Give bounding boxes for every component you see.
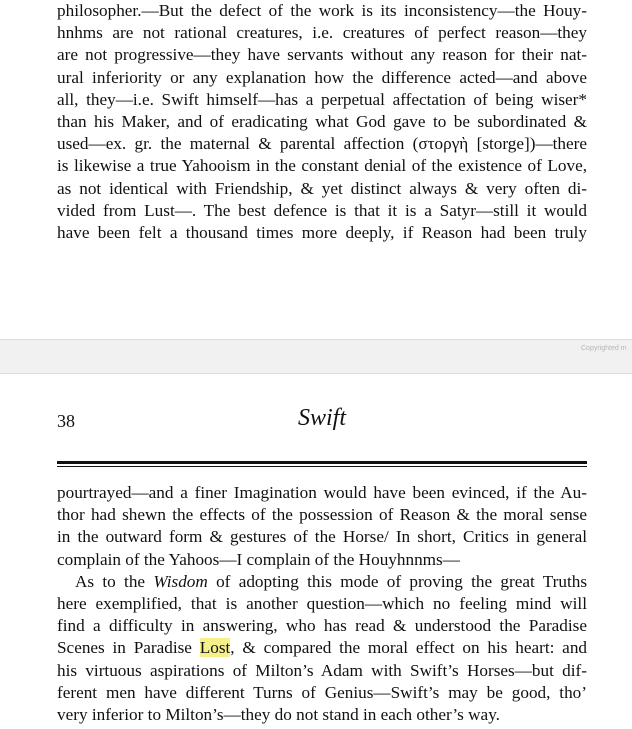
text-run: of adopting this mode of proving the great Truths xyxy=(207,571,587,591)
text-line: used—ex. gr. the maternal & parental affection (στοργὴ [storge])—there xyxy=(57,134,587,154)
text-line: than his Maker, and of eradicating what God gave to be subordinated & xyxy=(57,111,587,131)
text-line: hnhms are not rational creatures, i.e. creatures of perfect reason—they xyxy=(57,23,587,43)
text-run: As to the xyxy=(75,571,154,591)
copyright-notice: Copyrighted m xyxy=(581,345,627,352)
text-line: his virtuous aspirations of Milton’s Adam with Swift’s Horses—but dif- xyxy=(57,660,587,680)
text-line: thor had shewn the effects of the possession of Reason & the moral sense xyxy=(57,505,587,525)
lower-page xyxy=(0,374,632,729)
paragraph-first-line xyxy=(57,571,587,593)
text-line: ural inferiority or any explanation how the difference acted—and above xyxy=(57,67,587,87)
text-line: in the outward form & gestures of the Horse/ In short, Critics in general xyxy=(57,527,587,547)
text-line-highlighted xyxy=(57,637,587,659)
text-line: vided from Lust—. The best defence is that it is a Satyr—still it would xyxy=(57,200,587,220)
text-line: all, they—i.e. Swift himself—has a perpetual affectation of being wiser* xyxy=(57,89,587,109)
page-separator xyxy=(0,339,632,374)
text-line: as not identical with Friendship, & yet distinct always & very often di- xyxy=(57,178,587,198)
upper-page xyxy=(0,0,632,339)
text-line: have been felt a thousand times more deeply, if Reason had been truly xyxy=(57,222,587,242)
lower-page-text xyxy=(57,482,587,726)
text-run: , & compared the moral effect on his heart: and xyxy=(230,638,587,658)
text-run: Scenes in Paradise xyxy=(57,638,200,658)
text-line: pourtrayed—and a finer Imagination would have been evinced, if the Au- xyxy=(57,483,587,502)
text-line: find a difficulty in answering, who has read & understood the Paradise xyxy=(57,616,587,636)
upper-page-text xyxy=(57,0,587,244)
running-title: Swift xyxy=(297,405,346,431)
text-line: complain of the Yahoos—I complain of the Houyhnnms— xyxy=(57,549,460,569)
text-line: philosopher.—But the defect of the work is its inconsistency—the Houy- xyxy=(57,1,587,20)
text-line: ferent men have different Turns of Genius—Swift’s may be good, tho’ xyxy=(57,682,587,702)
header-rule-thick xyxy=(57,461,587,464)
italic-word: Wisdom xyxy=(153,571,208,591)
text-line: here exemplified, that is another question—which no feeling mind will xyxy=(57,593,587,613)
page-header xyxy=(57,405,587,438)
highlighted-word[interactable]: Lost xyxy=(199,638,231,658)
header-rule-thin xyxy=(57,466,587,467)
text-line: very inferior to Milton’s—they do not stand in each other’s way. xyxy=(57,704,500,724)
text-line: is likewise a true Yahooism in the constant denial of the existence of Love, xyxy=(57,156,587,176)
page-number: 38 xyxy=(57,411,75,431)
text-line: are not progressive—they have servants without any reason for their nat- xyxy=(57,45,587,65)
